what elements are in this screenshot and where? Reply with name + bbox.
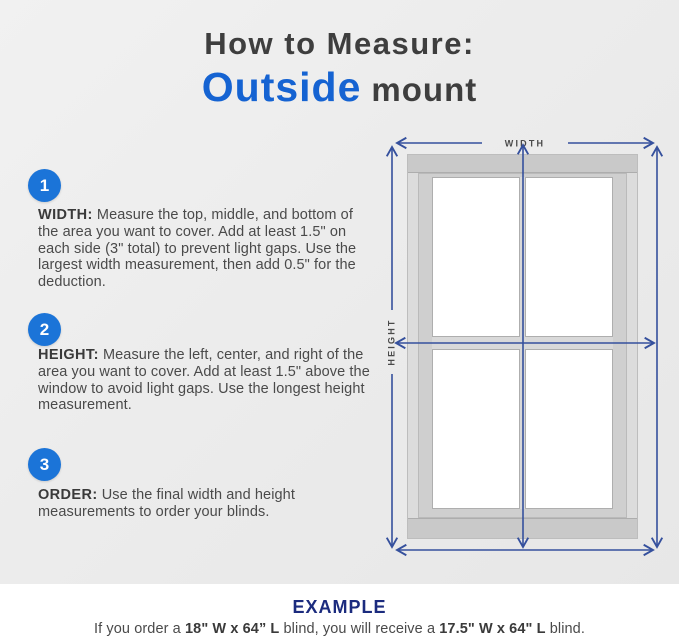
example-suffix: blind. xyxy=(545,621,585,637)
window-pane-top-right xyxy=(525,177,613,337)
step-2-badge xyxy=(28,313,61,346)
example-receive-size: 17.5" W x 64" L xyxy=(439,621,546,637)
step-1-body: Measure the top, middle, and bottom of the area you want to cover. Add at least 1.5" on each side (3" total) to prevent light gaps. Use the largest width measurement, then add 0.5" for the deduction. xyxy=(38,207,357,291)
step-3-label: ORDER: xyxy=(38,487,98,503)
step-2-label: HEIGHT: xyxy=(38,347,99,363)
height-arrow-label: HEIGHT xyxy=(386,318,397,366)
step-3-text xyxy=(38,487,372,521)
step-2-body: Measure the left, center, and right of the area you want to cover. Add at least 1.5" above the window to avoid light gaps. Use the longest height measurement. xyxy=(38,347,370,414)
example-heading: EXAMPLE xyxy=(292,597,387,617)
step-2-text xyxy=(38,347,372,414)
step-1-label: WIDTH: xyxy=(38,207,93,223)
window-pane-bottom-right xyxy=(525,349,613,509)
step-1-badge xyxy=(28,169,61,202)
window-illustration xyxy=(407,154,638,539)
title-mount-type: Outside xyxy=(201,64,362,110)
page-title xyxy=(0,26,679,120)
example-sentence xyxy=(0,621,679,637)
example-middle: blind, you will receive a xyxy=(279,621,440,637)
width-arrow-label: WIDTH xyxy=(504,138,546,149)
window-panes xyxy=(432,177,613,509)
step-1-text xyxy=(38,207,372,291)
step-3-badge xyxy=(28,448,61,481)
example-order-size: 18" W x 64” L xyxy=(184,621,280,637)
window-pane-top-left xyxy=(432,177,520,337)
window-pane-bottom-left xyxy=(432,349,520,509)
title-line-2 xyxy=(0,64,679,120)
step-1-number: 1 xyxy=(39,175,50,195)
step-3-number: 3 xyxy=(39,454,50,474)
example-prefix: If you order a xyxy=(94,621,185,637)
step-2-number: 2 xyxy=(39,319,50,339)
window-diagram xyxy=(370,120,670,590)
window-bottomrail xyxy=(408,518,637,538)
title-line-1: How to Measure: xyxy=(204,26,475,61)
step-3-body: Use the final width and height measurements to order your blinds. xyxy=(38,487,295,520)
title-mount-word: mount xyxy=(371,71,478,108)
example-section xyxy=(0,584,679,644)
window-headrail xyxy=(408,155,637,173)
